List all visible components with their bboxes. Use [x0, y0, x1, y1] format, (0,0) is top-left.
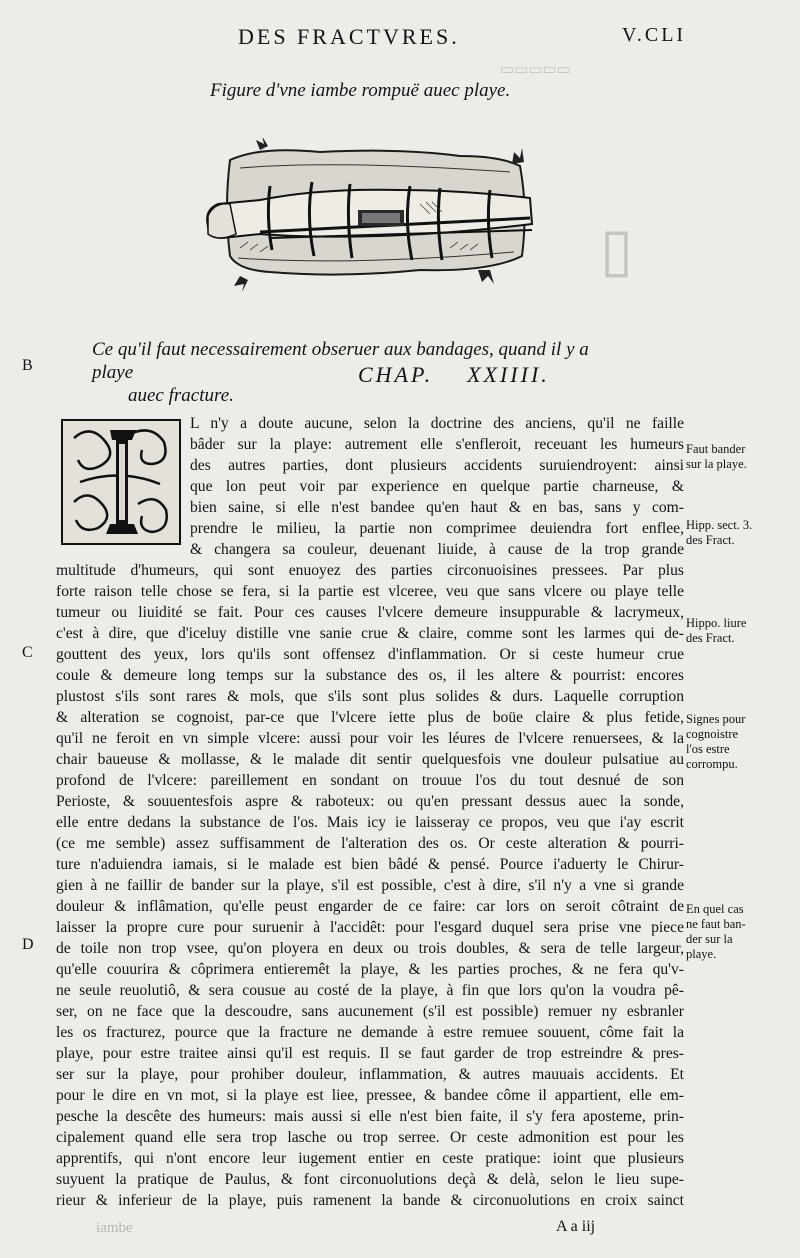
body-line: ne seule reuolutiô, & sera cousue au costé de la playe, à fin que lors qu'on la voudra pê- [56, 982, 684, 999]
body-line: c'est à dire, que d'iceluy distille vne sanie crue & claire, comme sont les larmes qui de- [56, 625, 684, 642]
sidenote-line: playe. [686, 947, 717, 961]
catchword: iambe [96, 1220, 133, 1236]
body-line: elle entre dedans la substance de l'os. Mais icy ie laisseray ce propos, veu que i'ay escrit [56, 814, 684, 831]
body-line: gouttent des yeux, lors qu'ils sont offensez d'inflammation. Or si ceste humeur crue [56, 646, 684, 663]
body-line: & alteration se cognoist, par-ce que l'vlcere iette plus de boüe claire & plus fetide, [56, 709, 684, 726]
margin-letter-b: B [22, 357, 33, 374]
body-line: suyuent la pratique de Paulus, & font circonuolutions deçà & delà, selon le lieu supe- [56, 1171, 684, 1188]
sidenote-line: Hipp. sect. 3. [686, 518, 753, 532]
body-line: pesche la descête des humeurs: mais aussi si elle n'est bien faite, il s'y fera apostеme, prin- [56, 1108, 684, 1125]
decorated-initial-i [60, 418, 182, 546]
body-line: bâder sur la playe: autrement elle s'enfleroit, receuant les humeurs [190, 436, 684, 453]
body-line: des autres parties, dont plusieurs accidents suruiendroyent: ainsi [190, 457, 684, 474]
sidenote-line: Faut bander [686, 442, 746, 456]
sidenote-line: Hippo. liure [686, 616, 747, 630]
figure-caption: Figure d'vne iambe rompuë auec playe. [210, 80, 511, 101]
body-line: ture n'aduiendra iamais, si le malade est bien bâdé & pensé. Pource i'aduerty le Chirur- [56, 856, 684, 873]
body-line: pour le dire en vn mot, si la playe est liee, pressee, & bandee côme il appartient, elle em- [56, 1087, 684, 1104]
body-line: profond de l'vlcere: pareillement en sondant on trouue l'os du tout desnué de son [56, 772, 684, 789]
sidenote-signes [686, 712, 798, 772]
chapter-title-line-1: Ce qu'il faut necessairement obseruer aux bandages, quand il y a playe [92, 339, 589, 383]
body-line: laisser la propre cure pour suruenir à l'accidêt: pour l'esgard duquel sera prise vne piece [56, 919, 684, 936]
body-line: ser sur la playe, pour prohiber douleur, inflammation, & autres mauuais accidents. Et [56, 1066, 684, 1083]
woodcut-broken-leg-illustration [200, 138, 540, 296]
sidenote-line: l'os estre [686, 742, 730, 756]
body-line: de toile non trop vsee, qu'on ployera en deux ou trois doubles, & sera de telle largeur, [56, 940, 684, 957]
sidenote-line: sur la playe. [686, 457, 747, 471]
body-line: & changera sa couleur, deuenant liuide, à cause de la trop grande [190, 541, 684, 558]
folio-number: V.CLI [622, 24, 687, 46]
body-line: playe, pour estre traitee ainsi qu'il est requis. Il se faut garder de trop estreindre & pres- [56, 1045, 684, 1062]
sidenote-hippo-sect [686, 518, 798, 548]
body-line: Perioste, & souuentesfois aspre & raboteux: ou qu'en pressant dessus auec la sonde, [56, 793, 684, 810]
margin-letter-c: C [22, 644, 33, 661]
body-line: gien à ne faillir de bander sur la playe, s'il est possible, c'est à dire, s'il n'y a vne si grande [56, 877, 684, 894]
body-line: L n'y a doute aucune, selon la doctrine des anciens, qu'il ne faille [190, 415, 684, 432]
body-line: qu'elle couurira & côprimera entieremêt la playe, & les parties proches, & ne fera qu'v- [56, 961, 684, 978]
bleed-through-text: ▭▭▭▭▭ [500, 62, 571, 78]
signature-mark: A a iij [556, 1218, 596, 1235]
margin-letter-d: D [22, 936, 34, 953]
body-line: coule & demeure long temps sur la substance des os, il les altere & pourrist: encores [56, 667, 684, 684]
sidenote-line: Signes pour [686, 712, 746, 726]
sidenote-line: corrompu. [686, 757, 738, 771]
sidenote-line: En quel cas [686, 902, 744, 916]
sidenote-en-quel-cas [686, 902, 798, 962]
body-line: plustost s'ils sont rares & mols, que s'ils sont plus solides & durs. Laquelle corruption [56, 688, 684, 705]
body-line: tumeur ou liuidité se fait. Pour ces causes l'vlcere demeure insuppurable & lacrymeux, [56, 604, 684, 621]
chapter-title-line-2: auec fracture. [128, 385, 234, 406]
sidenote-line: ne faut ban- [686, 917, 746, 931]
body-line: (ce me semble) assez suffisamment de l'alteration des os. Or ceste alteration & pourri- [56, 835, 684, 852]
body-line: forte raison telle chose se fera, si la partie est vlceree, veu que sans vlcere ou playe telle [56, 583, 684, 600]
body-line: cipalement quand elle sera trop lasche ou trop serree. Or ceste admonition est pour les [56, 1129, 684, 1146]
chapter-number: CHAP. XXIIII. [358, 362, 550, 387]
body-line: multitude d'humeurs, qui sont enuoyez des parties circonuoisines pressees. Par plus [56, 562, 684, 579]
body-line: ser, on ne face que la descoudre, sans aucunement (s'il est possible) remuer ny esbranler [56, 1003, 684, 1020]
running-head-title: DES FRACTVRES. [238, 24, 460, 49]
body-line: que lon peut voir par experience en quelque partie charneuse, & [190, 478, 684, 495]
sidenote-line: des Fract. [686, 533, 735, 547]
sidenote-faut-bander [686, 442, 798, 472]
bleed-through-initial: ▯ [600, 217, 634, 283]
body-line: rieur & inferieur de la playe, puis ramenent la bande & circonuolutions en croix sainct [56, 1192, 684, 1209]
sidenote-hippo-liure [686, 616, 798, 646]
sidenote-line: cognoistre [686, 727, 739, 741]
body-line: apprentifs, qui n'ont encore leur iugement entier en ceste pratique: ioint que plusieurs [56, 1150, 684, 1167]
body-line: douleur & inflâmation, qu'elle peust engarder de ce faire: car lors on seroit côtraint de [56, 898, 684, 915]
body-line: prendre le milieu, la partie non comprimee deuiendra fort enflee, [190, 520, 684, 537]
body-line: les os fracturez, pource que la fracture ne demande à estre remuee souuent, côme fait la [56, 1024, 684, 1041]
sidenote-line: des Fract. [686, 631, 735, 645]
body-line: chair baueuse & mollasse, & le malade dit sentir quelquesfois vne douleur pulsatiue au [56, 751, 684, 768]
sidenote-line: der sur la [686, 932, 733, 946]
body-line: bien saine, si elle n'est bandee qu'en haut & en bas, sans y com- [190, 499, 684, 516]
body-line: qu'il ne feroit en vn simple vlcere: aussi pour voir les léures de l'vlcere renuersees, & la [56, 730, 684, 747]
